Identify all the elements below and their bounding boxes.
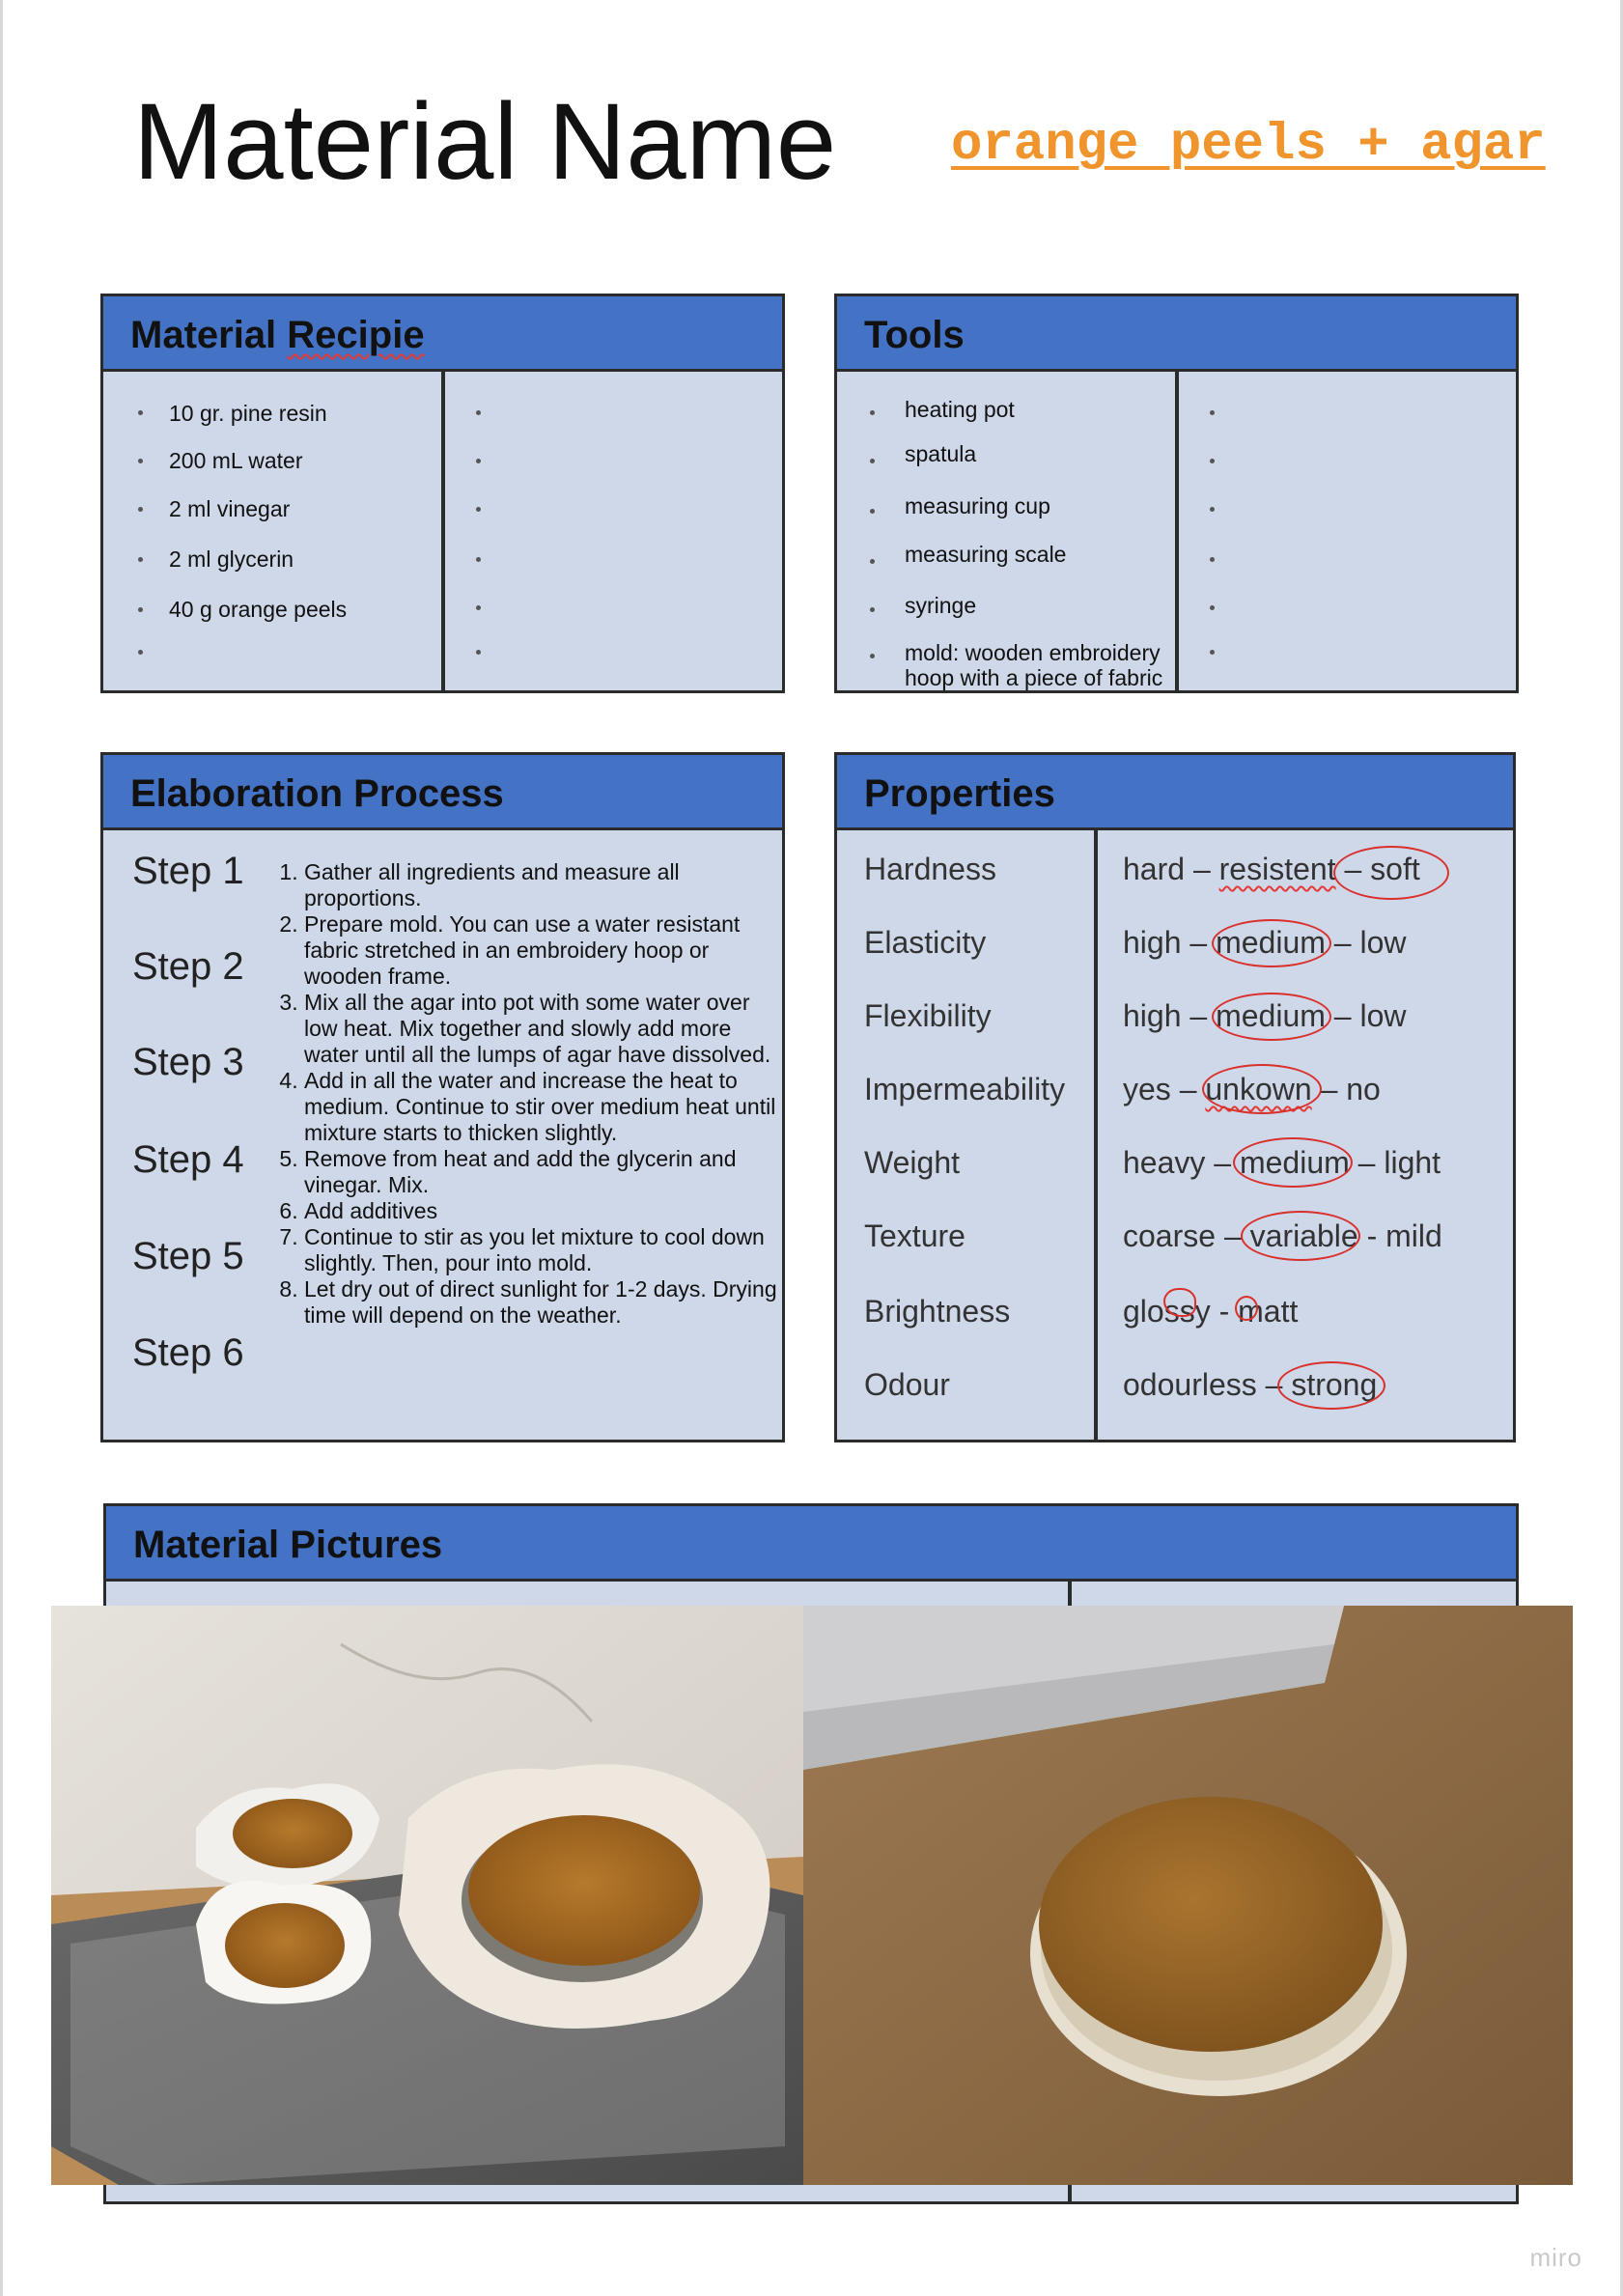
bullet-icon: [476, 459, 481, 463]
property-scale: high – medium – low: [1123, 998, 1407, 1033]
recipe-panel: [100, 294, 785, 693]
property-name: Weight: [864, 1145, 961, 1180]
bullet-icon: [476, 605, 481, 610]
bullet-icon: [138, 557, 143, 562]
bullet-icon: [870, 509, 875, 514]
property-scale: glossy - matt: [1123, 1294, 1299, 1329]
tools-title: Tools: [864, 314, 965, 356]
recipe-header: Material Recipie: [103, 296, 782, 372]
bullet-icon: [476, 410, 481, 415]
photo-samples-on-tray: [51, 1606, 803, 2185]
recipe-item: 40 g orange peels: [169, 597, 348, 622]
page-left-edge: [0, 0, 3, 2296]
instruction-item: 6. Add additives: [304, 1198, 787, 1224]
tool-item: heating pot: [905, 397, 1015, 422]
property-name: Hardness: [864, 852, 996, 886]
recipe-item: 200 mL water: [169, 448, 303, 473]
property-name: Brightness: [864, 1294, 1011, 1329]
property-name: Texture: [864, 1218, 965, 1253]
photo-samples-on-tray-image: [51, 1606, 803, 2185]
bullet-icon: [1210, 605, 1215, 610]
instruction-item: 5. Remove from heat and add the glycerin and vinegar. Mix.: [304, 1146, 787, 1198]
bullet-icon: [1210, 507, 1215, 512]
property-name: Flexibility: [864, 998, 992, 1033]
bullet-icon: [870, 459, 875, 463]
selection-circle: [1241, 1211, 1360, 1261]
bullet-icon: [138, 507, 143, 512]
property-scale: high – medium – low: [1123, 925, 1407, 960]
miro-watermark: miro: [1529, 2243, 1582, 2272]
step-label: Step 3: [132, 1041, 244, 1083]
pictures-title: Material Pictures: [133, 1524, 443, 1566]
step-label: Step 1: [132, 850, 244, 892]
tools-header: [837, 296, 1516, 372]
bullet-icon: [870, 607, 875, 612]
property-scale: odourless – strong: [1123, 1367, 1378, 1402]
tool-item: spatula: [905, 441, 977, 466]
instruction-item: 2. Prepare mold. You can use a water resistant fabric stretched in an embroidery hoop or wooden frame.: [304, 911, 787, 990]
selection-circle: [1202, 1064, 1322, 1114]
property-scale: yes – unkown – no: [1123, 1072, 1381, 1106]
photo-sample-on-desk-image: [803, 1606, 1573, 2185]
instruction-item: 3. Mix all the agar into pot with some water over low heat. Mix together and slowly add more water until all the lumps of agar have dissolved.: [304, 990, 787, 1068]
recipe-item: 2 ml vinegar: [169, 496, 291, 521]
selection-mark: [1163, 1288, 1196, 1317]
step-label: Step 2: [132, 945, 244, 988]
step-label: Step 6: [132, 1331, 244, 1374]
bullet-icon: [870, 559, 875, 564]
bullet-icon: [138, 650, 143, 655]
bullet-icon: [870, 410, 875, 415]
bullet-icon: [870, 654, 875, 658]
selection-circle: [1233, 1137, 1353, 1188]
instruction-item: 7. Continue to stir as you let mixture to cool down slightly. Then, pour into mold.: [304, 1224, 787, 1276]
bullet-icon: [138, 607, 143, 612]
selection-circle: [1212, 919, 1331, 967]
pictures-header: [106, 1506, 1516, 1582]
property-scale: heavy – medium – light: [1123, 1145, 1441, 1180]
selection-mark: [1235, 1296, 1258, 1321]
step-label: Step 5: [132, 1235, 244, 1277]
recipe-divider: [441, 372, 445, 690]
property-scale: hard – resistent – soft: [1123, 852, 1420, 886]
process-title: Elaboration Process: [130, 772, 504, 815]
step-label: Step 4: [132, 1138, 244, 1181]
tool-item: syringe: [905, 593, 977, 618]
properties-title: Properties: [864, 772, 1055, 815]
selection-circle: [1277, 1361, 1385, 1410]
property-name: Elasticity: [864, 925, 987, 960]
tool-item: hoop with a piece of fabric: [905, 665, 1163, 690]
recipe-item: 10 gr. pine resin: [169, 401, 327, 426]
property-name: Odour: [864, 1367, 950, 1402]
tool-item: mold: wooden embroidery: [905, 640, 1161, 665]
photo-sample-on-desk: [803, 1606, 1573, 2185]
tools-divider: [1175, 372, 1179, 690]
bullet-icon: [476, 557, 481, 562]
property-scale: coarse – variable - mild: [1123, 1218, 1442, 1253]
process-panel: [100, 752, 785, 1442]
process-header: [103, 755, 782, 830]
material-name-value: orange peels + agar: [951, 116, 1546, 175]
properties-divider: [1094, 830, 1098, 1440]
bullet-icon: [1210, 650, 1215, 655]
instruction-item: 8. Let dry out of direct sunlight for 1-2 days. Drying time will depend on the weather.: [304, 1276, 787, 1329]
bullet-icon: [1210, 459, 1215, 463]
properties-panel: [834, 752, 1516, 1442]
properties-header: [837, 755, 1513, 830]
instruction-item: 1. Gather all ingredients and measure all proportions.: [304, 859, 787, 911]
tools-panel: [834, 294, 1519, 693]
bullet-icon: [476, 507, 481, 512]
bullet-icon: [1210, 557, 1215, 562]
bullet-icon: [138, 410, 143, 415]
page-title: Material Name: [133, 81, 837, 202]
recipe-item: 2 ml glycerin: [169, 546, 294, 572]
bullet-icon: [476, 650, 481, 655]
process-instructions: [266, 859, 787, 1329]
bullet-icon: [1210, 410, 1215, 415]
tool-item: measuring cup: [905, 493, 1050, 518]
property-name: Impermeability: [864, 1072, 1066, 1106]
selection-circle: [1212, 993, 1331, 1041]
selection-circle: [1333, 846, 1449, 900]
tool-item: measuring scale: [905, 542, 1067, 567]
instruction-item: 4. Add in all the water and increase the heat to medium. Continue to stir over medium heat until mixture starts to thicken slightly.: [304, 1068, 787, 1146]
bullet-icon: [138, 459, 143, 463]
